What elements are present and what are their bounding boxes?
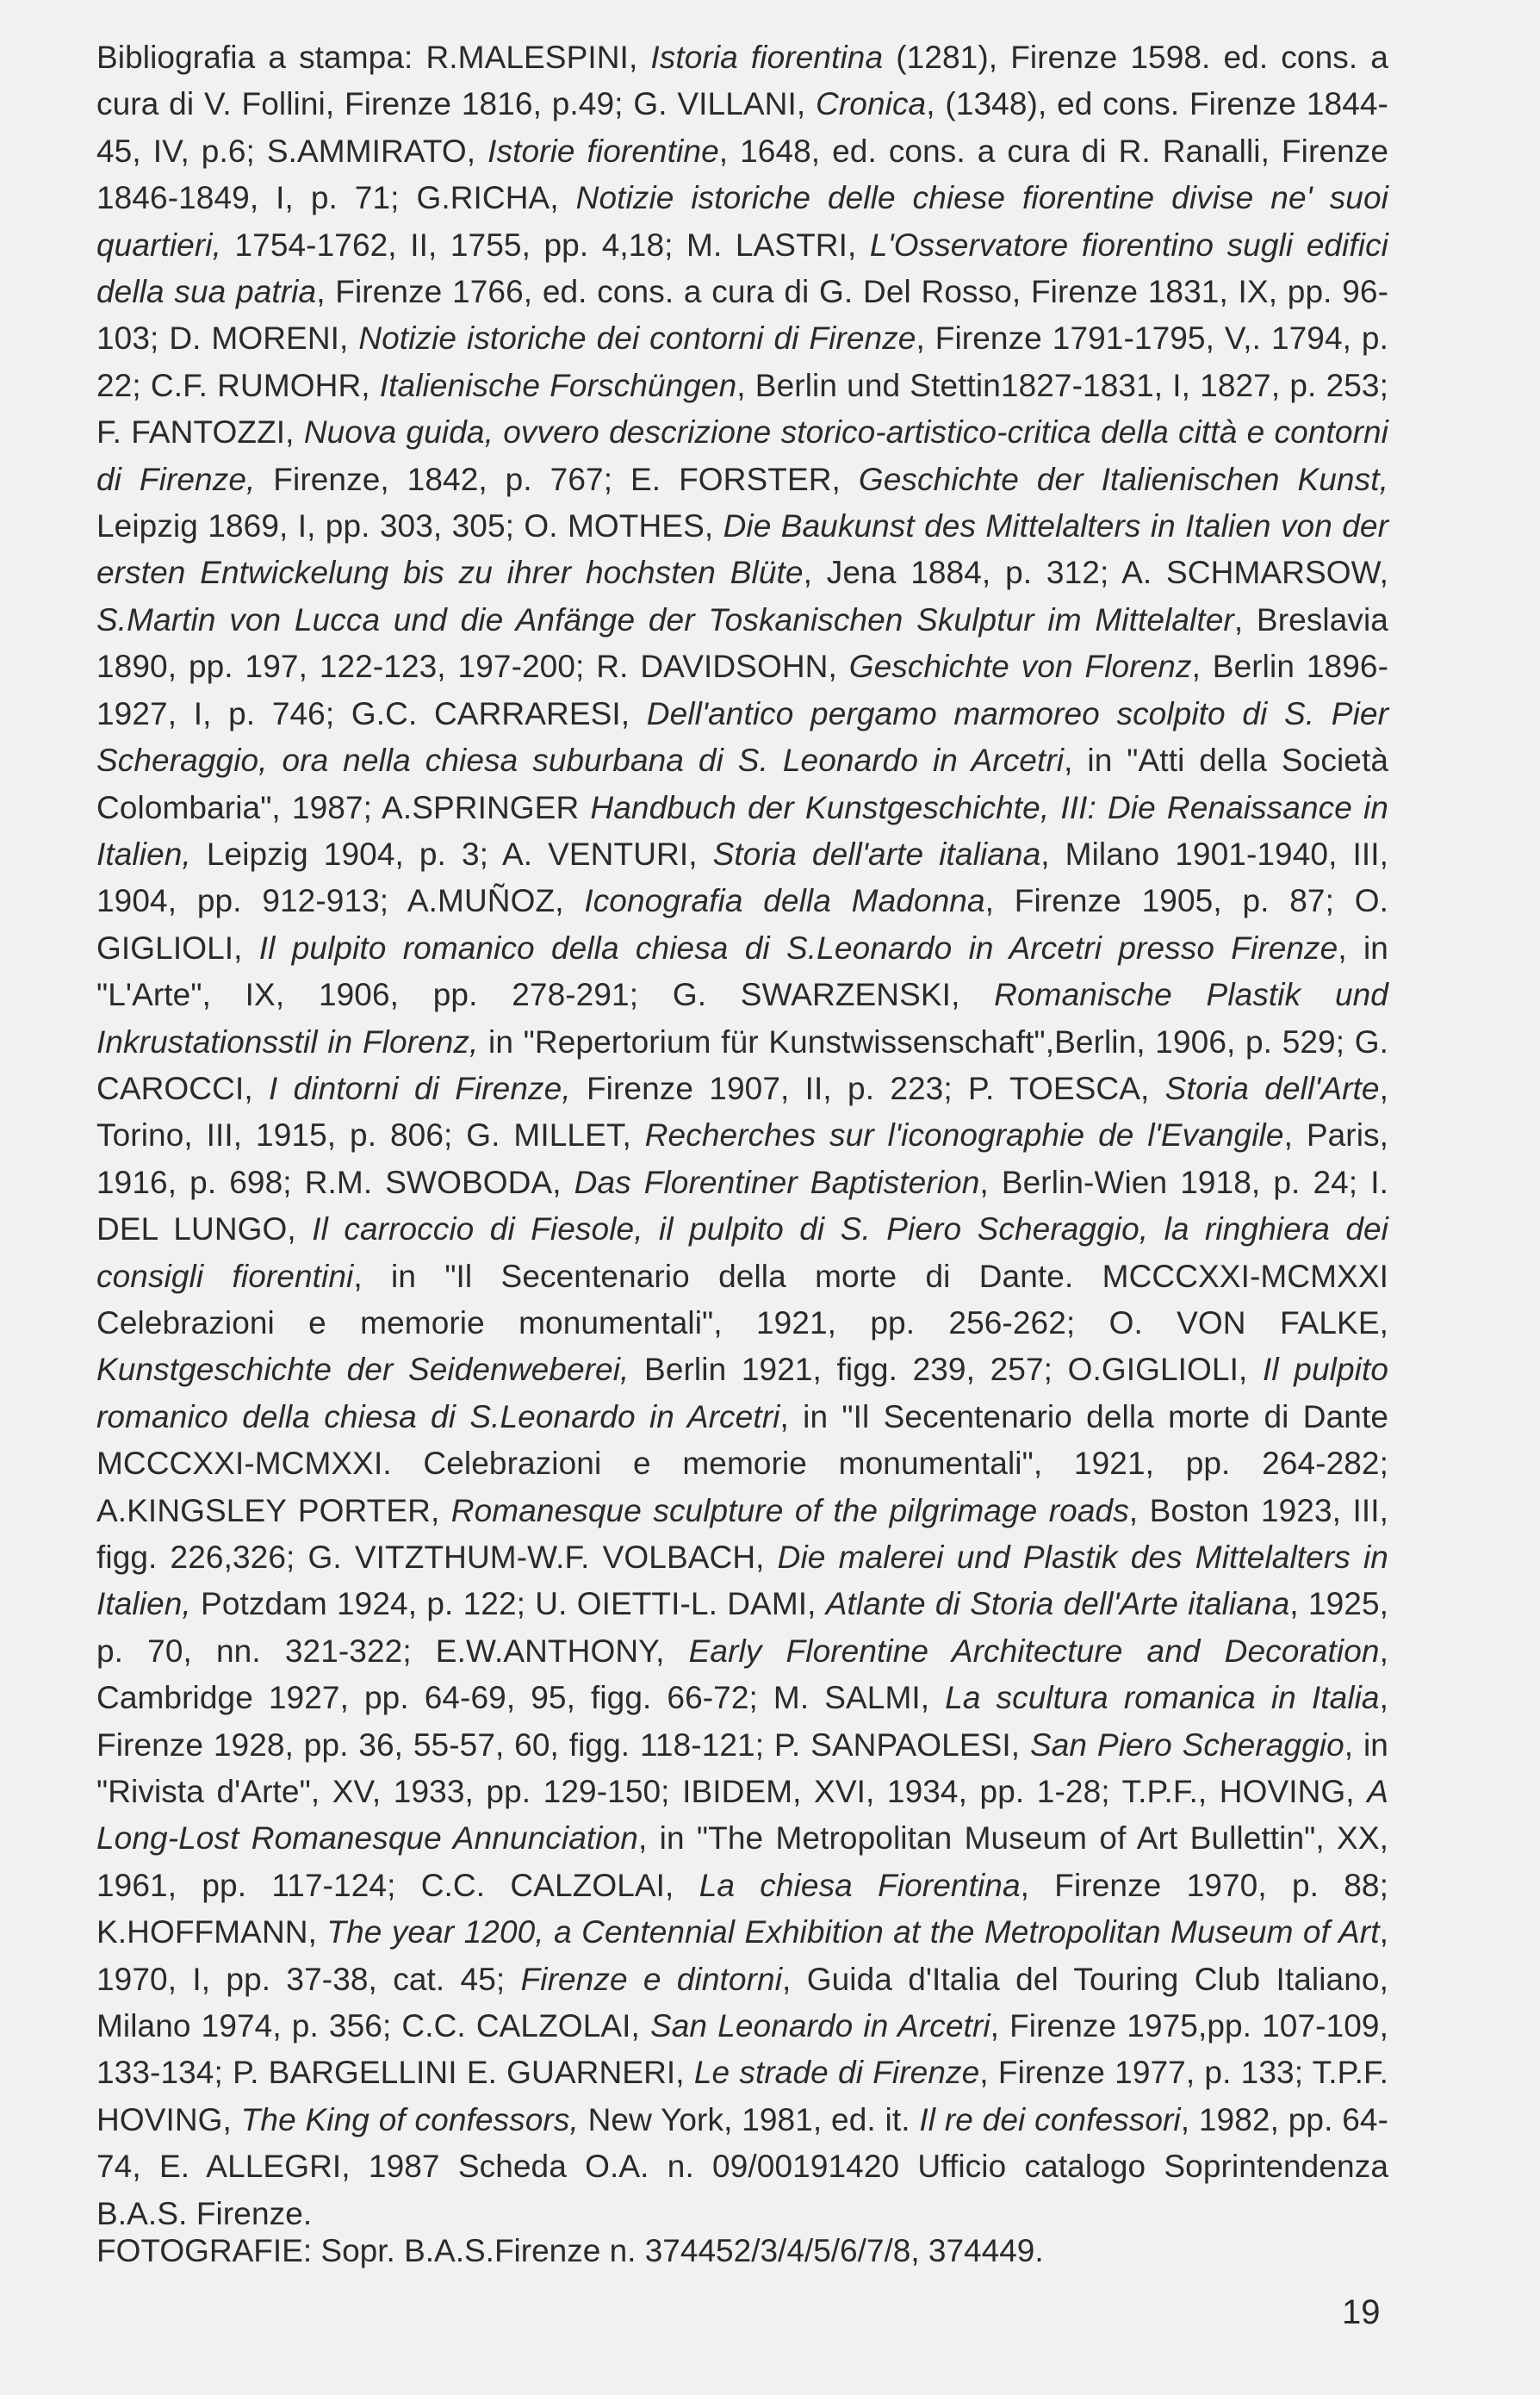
citation-text: Berlin 1921, figg. 239, 257; O.GIGLIOLI, xyxy=(629,1352,1263,1388)
work-title: Kunstgeschichte der Seidenweberei, xyxy=(96,1352,630,1388)
work-title: Il pulpito romanico della chiesa di S.Leonardo in Arcetri xyxy=(96,1352,1389,1434)
citation-text: , Firenze 1905, p. 87; O. GIGLIOLI, xyxy=(96,883,1388,966)
work-title: The King of confessors, xyxy=(240,2101,579,2137)
work-title: Notizie istoriche dei contorni di Firenze xyxy=(358,320,916,357)
work-title: Romanische Plastik und Inkrustationsstil in Florenz, xyxy=(96,977,1388,1060)
work-title: Italienische Forschüngen xyxy=(379,367,737,403)
citation-text: , Firenze 1975,pp. 107-109, 133-134; P. BARGELLINI E. GUARNERI, xyxy=(96,2008,1388,2091)
citation-text: New York, 1981, ed. it. xyxy=(578,2101,920,2137)
work-title: San Leonardo in Arcetri xyxy=(649,2008,990,2044)
citation-text: , Firenze 1977, p. 133; T.P.F. HOVING, xyxy=(96,2055,1388,2137)
work-title: Iconografia della Madonna xyxy=(584,883,985,919)
work-title: Die malerei und Plastik des Mittelalters in Italien, xyxy=(96,1540,1388,1622)
citation-text: Potzdam 1924, p. 122; U. OIETTI-L. DAMI, xyxy=(190,1586,826,1622)
work-title: Early Florentine Architecture and Decoration xyxy=(688,1633,1380,1669)
citation-text: (1281), Firenze 1598. ed. cons. a cura di V. Follini, Firenze 1816, p.49; G. VILLANI, xyxy=(96,40,1388,122)
citation-text: , 1982, pp. 64-74, E. ALLEGRI, 1987 Scheda O.A. n. 09/00191420 Ufficio catalogo Soprintendenza B.A.S. Firenze. xyxy=(96,2101,1388,2231)
work-title: Handbuch der Kunstgeschichte, III: Die Renaissance in Italien, xyxy=(96,789,1388,872)
work-title: Istorie fiorentine xyxy=(487,133,719,169)
citation-text: , Paris, 1916, p. 698; R.M. SWOBODA, xyxy=(96,1117,1389,1200)
citation-text: , in "L'Arte", IX, 1906, pp. 278-291; G. SWARZENSKI, xyxy=(96,930,1388,1013)
citation-text: , 1925, p. 70, nn. 321-322; E.W.ANTHONY, xyxy=(96,1586,1388,1669)
work-title: Atlante di Storia dell'Arte italiana xyxy=(825,1586,1290,1622)
work-title: Geschichte von Florenz xyxy=(848,649,1192,685)
work-title: I dintorni di Firenze, xyxy=(268,1070,571,1106)
citation-text: , Berlin-Wien 1918, p. 24; I. DEL LUNGO, xyxy=(96,1164,1388,1247)
citation-text: in "Repertorium für Kunstwissenschaft",Berlin, 1906, p. 529; G. CAROCCI, xyxy=(96,1023,1389,1106)
citation-text: , 1648, ed. cons. a cura di R. Ranalli, Firenze 1846-1849, I, p. 71; G.RICHA, xyxy=(96,133,1388,216)
work-title: Storia dell'Arte xyxy=(1164,1070,1380,1106)
citation-text: 1754-1762, II, 1755, pp. 4,18; M. LASTRI, xyxy=(220,227,870,263)
work-title: S.Martin von Lucca und die Anfänge der Toskanischen Skulptur im Mittelalter xyxy=(96,601,1234,638)
citation-text: Leipzig 1869, I, pp. 303, 305; O. MOTHES, xyxy=(96,508,723,544)
work-title: La chiesa Fiorentina xyxy=(699,1867,1021,1903)
photo-credits: FOTOGRAFIE: Sopr. B.A.S.Firenze n. 374452/3/4/5/6/7/8, 374449. xyxy=(96,2233,1044,2268)
work-title: Il carroccio di Fiesole, il pulpito di S. Piero Scheraggio, la ringhiera dei consigli fiorentini xyxy=(96,1211,1388,1294)
work-title: Cronica xyxy=(816,86,927,122)
citation-text: , 1970, I, pp. 37-38, cat. 45; xyxy=(96,1914,1388,1997)
citation-text: , in "Atti della Società Colombaria", 1987; A.SPRINGER xyxy=(96,743,1388,825)
work-title: Recherches sur l'iconographie de l'Evangile xyxy=(644,1117,1284,1154)
citation-text: , Berlin und Stettin1827-1831, I, 1827, p. 253; F. FANTOZZI, xyxy=(96,367,1388,451)
work-title: San Piero Scheraggio xyxy=(1029,1726,1344,1763)
work-title: The year 1200, a Centennial Exhibition at the Metropolitan Museum of Art xyxy=(326,1914,1380,1950)
citation-text: , in "Rivista d'Arte", XV, 1933, pp. 129-150; IBIDEM, XVI, 1934, pp. 1-28; T.P.F., HOVING, xyxy=(96,1726,1388,1810)
work-title: Dell'antico pergamo marmoreo scolpito di S. Pier Scheraggio, ora nella chiesa suburbana di S. Leonardo in Arcetri xyxy=(96,695,1388,779)
citation-text: , in "Il Secentenario della morte di Dante MCCCXXI-MCMXXI. Celebrazioni e memorie monumentali", 1921, pp. 264-282; A.KINGSLEY PORTER, xyxy=(96,1398,1388,1528)
citation-text: , in "Il Secentenario della morte di Dante. MCCCXXI-MCMXXI Celebrazioni e memorie monumentali", 1921, pp. 256-262; O. VON FALKE, xyxy=(96,1258,1388,1341)
citation-text: , Firenze 1970, p. 88; K.HOFFMANN, xyxy=(96,1867,1388,1950)
citation-text: , Berlin 1896-1927, I, p. 746; G.C. CARRARESI, xyxy=(96,649,1388,731)
work-title: Das Florentiner Baptisterion xyxy=(574,1164,980,1200)
work-title: L'Osservatore fiorentino sugli edifici della sua patria xyxy=(96,227,1388,310)
work-title: Notizie istoriche delle chiese fiorentine divise ne' suoi quartieri, xyxy=(96,180,1388,263)
citation-text: , Firenze 1766, ed. cons. a cura di G. Del Rosso, Firenze 1831, IX, pp. 96-103; D. MORENI, xyxy=(96,274,1388,357)
citation-text: , Firenze 1928, pp. 36, 55-57, 60, figg. 118-121; P. SANPAOLESI, xyxy=(96,1680,1388,1763)
work-title: A Long-Lost Romanesque Annunciation xyxy=(96,1774,1388,1857)
work-title: Romanesque sculpture of the pilgrimage roads xyxy=(450,1492,1129,1528)
citation-text: , Guida d'Italia del Touring Club Italiano, Milano 1974, p. 356; C.C. CALZOLAI, xyxy=(96,1961,1388,2044)
citation-text: Leipzig 1904, p. 3; A. VENTURI, xyxy=(190,836,713,872)
citation-text: , Jena 1884, p. 312; A. SCHMARSOW, xyxy=(803,555,1388,591)
work-title: Le strade di Firenze xyxy=(693,2055,980,2091)
citation-text: , (1348), ed cons. Firenze 1844-45, IV, p.6; S.AMMIRATO, xyxy=(96,86,1388,169)
work-title: Il pulpito romanico della chiesa di S.Leonardo in Arcetri presso Firenze xyxy=(258,930,1338,966)
work-title: Geschichte der Italienischen Kunst, xyxy=(858,461,1388,497)
work-title: Firenze e dintorni xyxy=(520,1961,783,1997)
citation-text: , Breslavia 1890, pp. 197, 122-123, 197-200; R. DAVIDSOHN, xyxy=(96,601,1388,685)
bibliography-paragraph xyxy=(96,34,1388,2237)
work-title: Storia dell'arte italiana xyxy=(712,836,1041,872)
work-title: La scultura romanica in Italia xyxy=(945,1680,1380,1716)
page-number: 19 xyxy=(1342,2293,1381,2331)
citation-text: , Milano 1901-1940, III, 1904, pp. 912-913; A.MUÑOZ, xyxy=(96,836,1388,919)
citation-text: , Firenze 1791-1795, V,. 1794, p. 22; C.F. RUMOHR, xyxy=(96,320,1388,403)
work-title: Die Baukunst des Mittelalters in Italien von der ersten Entwickelung bis zu ihrer hochsten Blüte xyxy=(96,508,1388,591)
citation-text: , in "The Metropolitan Museum of Art Bullettin", XX, 1961, pp. 117-124; C.C. CALZOLAI, xyxy=(96,1820,1388,1903)
citation-text: , Torino, III, 1915, p. 806; G. MILLET, xyxy=(96,1070,1388,1154)
citation-text: , Boston 1923, III, figg. 226,326; G. VITZTHUM-W.F. VOLBACH, xyxy=(96,1492,1388,1575)
work-title: Nuova guida, ovvero descrizione storico-artistico-critica della città e contorni di Firenze, xyxy=(96,414,1388,497)
citation-text: Firenze 1907, II, p. 223; P. TOESCA, xyxy=(570,1070,1165,1106)
citation-text: , Cambridge 1927, pp. 64-69, 95, figg. 66-72; M. SALMI, xyxy=(96,1633,1388,1716)
work-title: Istoria fiorentina xyxy=(650,40,884,75)
work-title: Il re dei confessori xyxy=(919,2101,1181,2137)
citation-text: Firenze, 1842, p. 767; E. FORSTER, xyxy=(255,461,859,497)
citation-text: Bibliografia a stampa: R.MALESPINI, xyxy=(96,40,651,75)
